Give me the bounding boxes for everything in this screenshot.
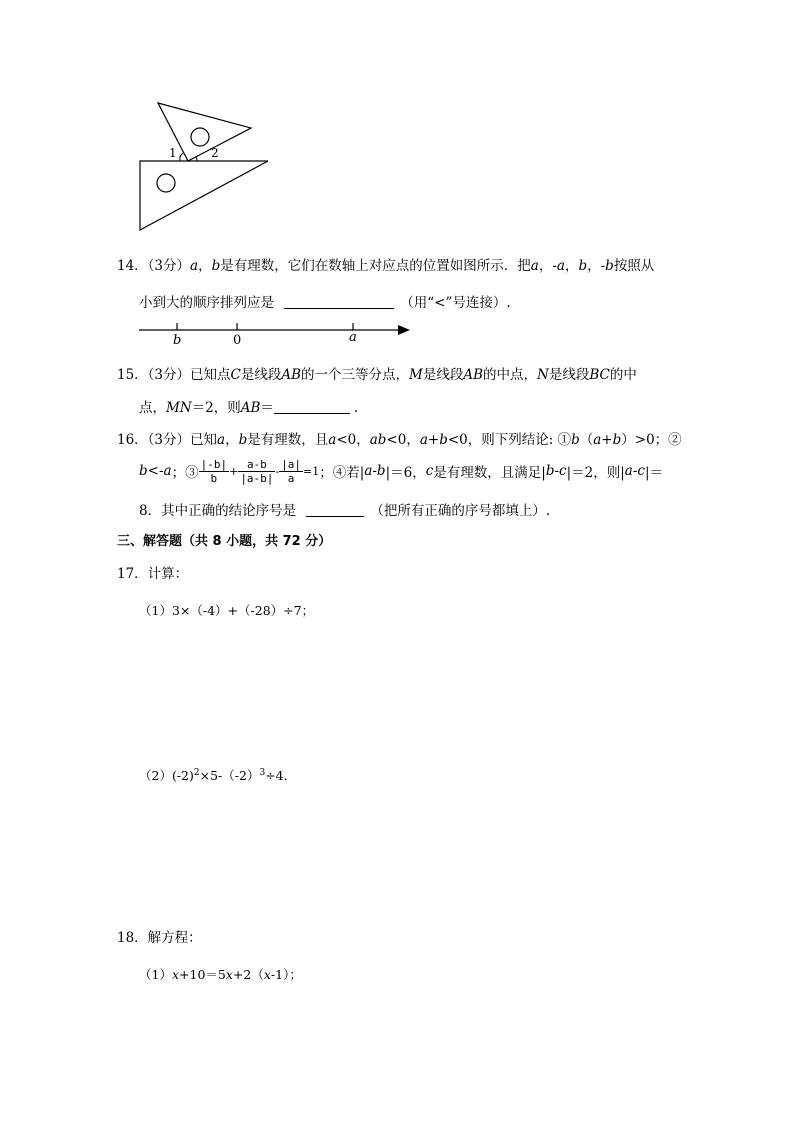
number-line-arrow <box>398 325 410 335</box>
q17-part1: （1）3×（-4）+（-28）÷7； <box>139 603 315 618</box>
number-line <box>0 0 794 400</box>
q18-part1: （1）x+10＝5x+2（x-1）； <box>139 967 302 982</box>
section-3-heading: 三、解答题（共 8 小题，共 72 分） <box>117 534 332 549</box>
q17-part2: $(2)(-2)^2\times 5-(-2)^3\div 4$． <box>139 767 297 783</box>
fraction-2: $\frac{a-b}{|a-b|}$ <box>240 457 274 485</box>
fraction-3: $\frac{|a|}{a}$ <box>281 457 302 485</box>
axis-label-b: b <box>173 333 182 348</box>
angle-2-label: 2 <box>211 146 219 160</box>
q17-title: 17．计算： <box>117 566 189 582</box>
q15-line1: 15．（3分）已知点C是线段AB的一个三等分点，M是线段AB的中点，N是线段BC的中 <box>117 367 637 383</box>
q16-line1: 16．（3分）已知a，b是有理数，且a<0，ab<0，a+b<0，则下列结论: ①b（a+b）>0；② <box>117 432 682 448</box>
axis-label-a: a <box>349 330 357 345</box>
q14-line1: 14．（3分）a，b是有理数，它们在数轴上对应点的位置如图所示．把a，-a，b，-b按照从 <box>117 258 655 274</box>
q18-title: 18．解方程： <box>117 930 202 946</box>
fraction-1: $\frac{|-b|}{b}$ <box>200 457 228 485</box>
q16-answer-blank[interactable] <box>306 502 364 517</box>
q16-line3: 8．其中正确的结论序号是 （把所有正确的序号都填上）. <box>139 503 551 519</box>
angle-1-label: 1 <box>169 146 177 160</box>
q16-line2: b < -a ；③ $\frac{|-b|}{b}$ + $\frac{a-b}{|a-b|}$ - $\frac{|a|}{a}$ =1 ；④若| a-b |＝6， c 是有理数，且满足| b-c |＝2，则| a-c |＝ <box>139 457 664 485</box>
q14-line2: 小到大的顺序排列应是 （用“<”号连接）. <box>139 295 511 311</box>
axis-label-zero: 0 <box>233 333 242 348</box>
q15-line2: 点，MN＝2，则AB＝ . <box>139 400 359 416</box>
q15-answer-blank[interactable] <box>274 399 350 414</box>
